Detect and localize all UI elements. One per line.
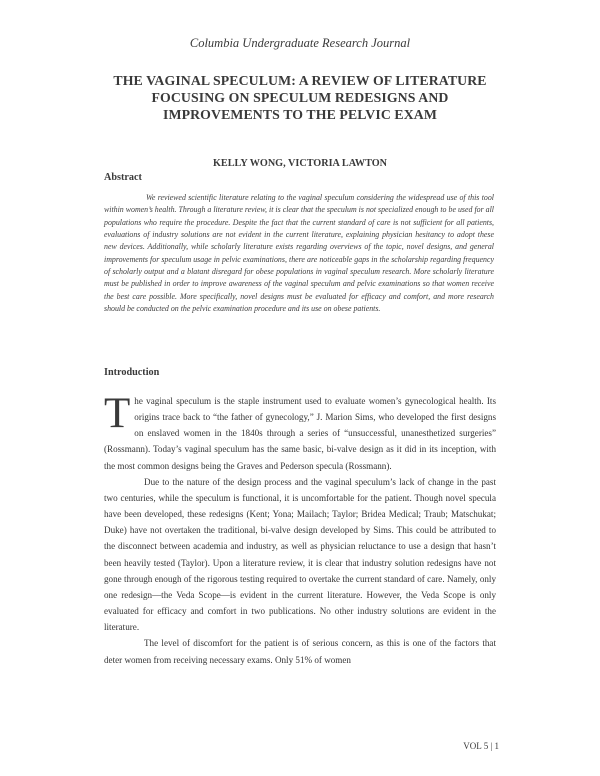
drop-cap: T: [104, 390, 131, 437]
paragraph-1-text: he vaginal speculum is the staple instrument used to evaluate women’s gynecological health. Its origins trace back to “the father of gynecology,” J. Marion Sims, who developed the first designs on enslaved women in the 1840s through a series of “unsuccessful, unanesthetized surgeries” (Rossmann). Today’s vaginal speculum has the same basic, bi-valve design as it did in its inception, with the most common designs being the Graves and Pederson specula (Rossmann).: [104, 396, 496, 471]
paragraph-2: Due to the nature of the design process and the vaginal speculum’s lack of change in the past two centuries, while the speculum is functional, it is uncomfortable for the patient. Though novel specula have been developed, these redesigns (Kent; Yona; Mailach; Taylor; Bridea Medical; Traub; Matschukat; Duke) have not overtaken the traditional, bi-valve design developed by Sims. This could be attributed to the disconnect between academia and industry, as well as physician reluctance to use a design that hasn’t been heavily tested (Taylor). Upon a literature review, it is clear that industry solution redesigns have not gone through enough of the rigorous testing required to overtake the current standard of care. Namely, only one redesign—the Veda Scope—is evident in the current literature. However, the Veda Scope is only evaluated for efficacy and comfort in two publications. No other industry solutions are evident in the literature.: [104, 476, 496, 633]
page-footer: VOL 5 | 1: [463, 741, 499, 751]
introduction-heading: Introduction: [104, 367, 160, 378]
journal-header: Columbia Undergraduate Research Journal: [189, 36, 411, 50]
article-authors: KELLY WONG, VICTORIA LAWTON: [213, 158, 387, 169]
introduction-body: [104, 390, 496, 668]
article-title: THE VAGINAL SPECULUM: A REVIEW OF LITERATURE FOCUSING ON SPECULUM REDESIGNS AND IMPROVEMENTS TO THE PELVIC EXAM: [113, 73, 487, 122]
abstract-text: We reviewed scientific literature relating to the vaginal speculum considering the widespread use of this tool within women’s health. Through a literature review, it is clear that the speculum is not specialized enough to be used for all populations who require the procedure. Despite the fact that the current standard of care is not sufficient for all patients, evaluations of industry solutions are not evident in the current literature, explaining physician hesitancy to adopt these new devices. Additionally, while scholarly literature exists regarding overviews of the topic, novel designs, and general improvements for speculum usage in pelvic examinations, there are noticeable gaps in the scholarship regarding frequency of scholarly output and a blatant disregard for obese populations in vaginal speculum research. More scholarly literature must be published in order to improve awareness of the vaginal speculum and pelvic examinations so that women receive the best care possible. More specifically, novel designs must be evaluated for efficacy and comfort, and more research should be conducted on the pelvic examination procedure and its use on obese patients.: [104, 193, 494, 314]
abstract-heading: Abstract: [104, 172, 142, 183]
paragraph-3: The level of discomfort for the patient is of serious concern, as this is one of the factors that deter women from receiving necessary exams. Only 51% of women: [104, 638, 496, 665]
paragraph-1: [104, 390, 496, 474]
